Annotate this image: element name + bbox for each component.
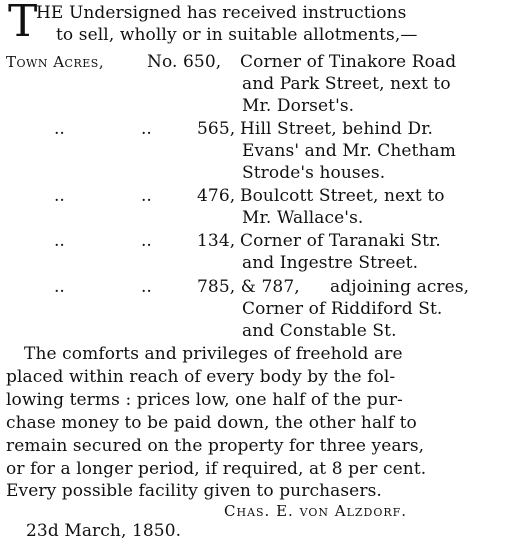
body-line: or for a longer period, if required, at 8 per cent.	[6, 459, 427, 479]
lot-description: Corner of Riddiford St.	[242, 299, 443, 319]
signature: Chas. E. von Alzdorf.	[224, 502, 408, 520]
lot-number: 785, & 787,	[197, 277, 300, 297]
date: 23d March, 1850.	[26, 521, 182, 541]
lot-number: No. 650,	[147, 52, 222, 72]
lot-number: 476,	[197, 186, 236, 206]
body-line: lowing terms : prices low, one half of the pur-	[6, 390, 403, 410]
intro-line-1: HE Undersigned has received instructions	[36, 3, 407, 23]
lot-description: and Park Street, next to	[242, 74, 451, 94]
lot-description: Corner of Tinakore Road	[240, 52, 457, 72]
ditto-mark: ..	[141, 277, 152, 297]
ditto-mark: ..	[141, 119, 152, 139]
lot-description: Mr. Dorset's.	[242, 96, 355, 116]
lot-number: 134,	[197, 231, 236, 251]
ditto-mark: ..	[141, 186, 152, 206]
ditto-mark: ..	[54, 231, 65, 251]
lot-number: 565,	[197, 119, 236, 139]
body-line: Every possible facility given to purchasers.	[6, 481, 382, 501]
ditto-mark: ..	[54, 186, 65, 206]
body-line: The comforts and privileges of freehold are	[24, 344, 403, 364]
lot-description: adjoining acres,	[330, 277, 470, 297]
lot-description: Strode's houses.	[242, 163, 386, 183]
lot-description: Corner of Taranaki Str.	[240, 231, 441, 251]
ditto-mark: ..	[54, 119, 65, 139]
intro-line-2: to sell, wholly or in suitable allotments,—	[56, 25, 418, 45]
lot-description: and Constable St.	[242, 321, 397, 341]
lot-description: and Ingestre Street.	[242, 253, 419, 273]
body-line: chase money to be paid down, the other half to	[6, 413, 417, 433]
ditto-mark: ..	[141, 231, 152, 251]
lot-label: Town Acres,	[6, 53, 105, 71]
body-line: remain secured on the property for three years,	[6, 436, 425, 456]
ditto-mark: ..	[54, 277, 65, 297]
drop-cap: T	[8, 0, 38, 47]
lot-description: Mr. Wallace's.	[242, 208, 364, 228]
lot-description: Evans' and Mr. Chetham	[242, 141, 456, 161]
lot-description: Hill Street, behind Dr.	[240, 119, 434, 139]
body-line: placed within reach of every body by the fol-	[6, 367, 396, 387]
lot-description: Boulcott Street, next to	[240, 186, 445, 206]
